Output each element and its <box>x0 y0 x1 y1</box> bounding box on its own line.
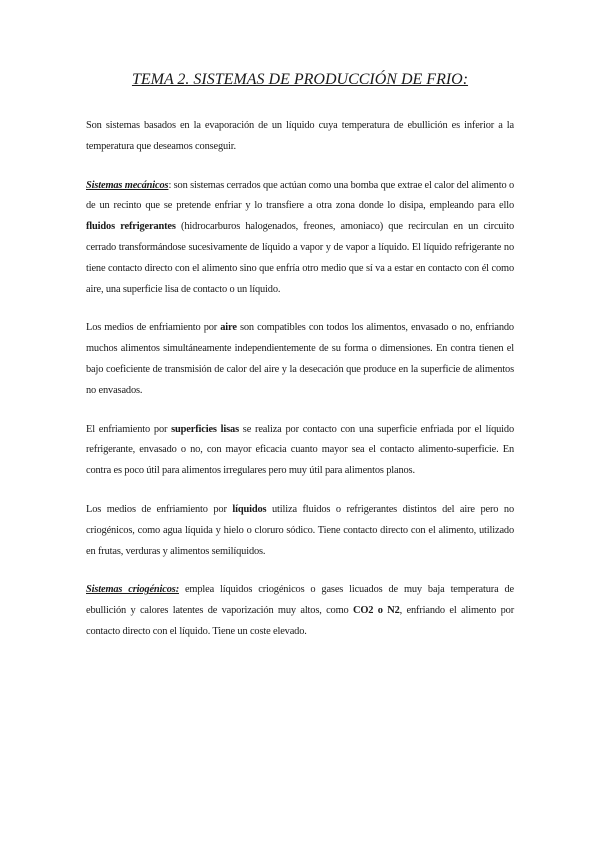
liquids-text-a: Los medios de enfriamiento por <box>86 503 233 515</box>
air-term: aire <box>220 322 237 334</box>
cryogenic-systems-heading: Sistemas criogénicos: <box>86 584 179 596</box>
cryogenic-systems-text-b: , enfriando el alimento por contacto directo con el líquido. Tiene un coste elevado. <box>86 605 514 637</box>
intro-paragraph: Son sistemas basados en la evaporación de un líquido cuya temperatura de ebullición es inferior a la temperatura que deseamos conseguir. <box>86 120 514 152</box>
liquids-term: líquidos <box>232 503 267 515</box>
liquids-text-b: utiliza fluidos o refrigerantes distintos del aire pero no criogénicos, como agua líquida y hielo o cloruro sódico. Tiene contacto directo con el alimento, utilizado en frutas, verduras y alimentos semilíquidos. <box>86 503 515 557</box>
cryogenic-systems-paragraph <box>86 580 514 642</box>
smooth-surfaces-text-a: El enfriamiento por <box>86 423 172 435</box>
smooth-surfaces-text-b: se realiza por contacto con una superficie enfriada por el líquido refrigerante, envasado o no, con mayor eficacia cuanto mayor sea el contacto alimento-superficie. En contra es poco útil para alimentos irregulares pero muy útil para alimentos planos. <box>86 423 514 477</box>
smooth-surfaces-term: superficies lisas <box>171 423 239 435</box>
mechanical-systems-text-a: : son sistemas cerrados que actúan como una bomba que extrae el calor del alimento o de un recinto que se pretende enfriar y lo transfiere a otra zona donde lo disipa, empleando para ello <box>86 179 514 212</box>
mechanical-systems-text-b: (hidrocarburos halogenados, freones, amoniaco) que recirculan en un circuito cerrado transformándose sucesivamente de líquido a vapor y de vapor a líquido. El líquido refrigerante no tiene contacto directo con el alimento sino que enfría otro medio que sí va a estar en contacto con él como aire, una superficie lisa de contacto o un líquido. <box>86 221 514 295</box>
mechanical-systems-heading: Sistemas mecánicos <box>86 179 169 191</box>
refrigerant-fluids-term: fluidos refrigerantes <box>86 221 176 233</box>
co2-n2-term: CO2 o N2 <box>353 605 400 617</box>
air-cooling-text-b: son compatibles con todos los alimentos, envasado o no, enfriando muchos alimentos simultáneamente independientemente de su forma o dimensiones. En contra tienen el bajo coeficiente de transmisión de calor del aire y la desecación que produce en la superficie de alimentos no envasados. <box>86 322 514 396</box>
cryogenic-systems-text-a: emplea líquidos criogénicos o gases licuados de muy baja temperatura de ebullición y calores latentes de vaporización muy altos, como <box>86 584 514 617</box>
page-title: TEMA 2. SISTEMAS DE PRODUCCIÓN DE FRIO: <box>131 71 469 88</box>
smooth-surfaces-paragraph <box>86 420 514 482</box>
air-cooling-paragraph <box>86 318 514 401</box>
liquids-paragraph <box>86 500 514 562</box>
air-cooling-text-a: Los medios de enfriamiento por <box>86 322 221 334</box>
mechanical-systems-paragraph <box>86 176 514 301</box>
